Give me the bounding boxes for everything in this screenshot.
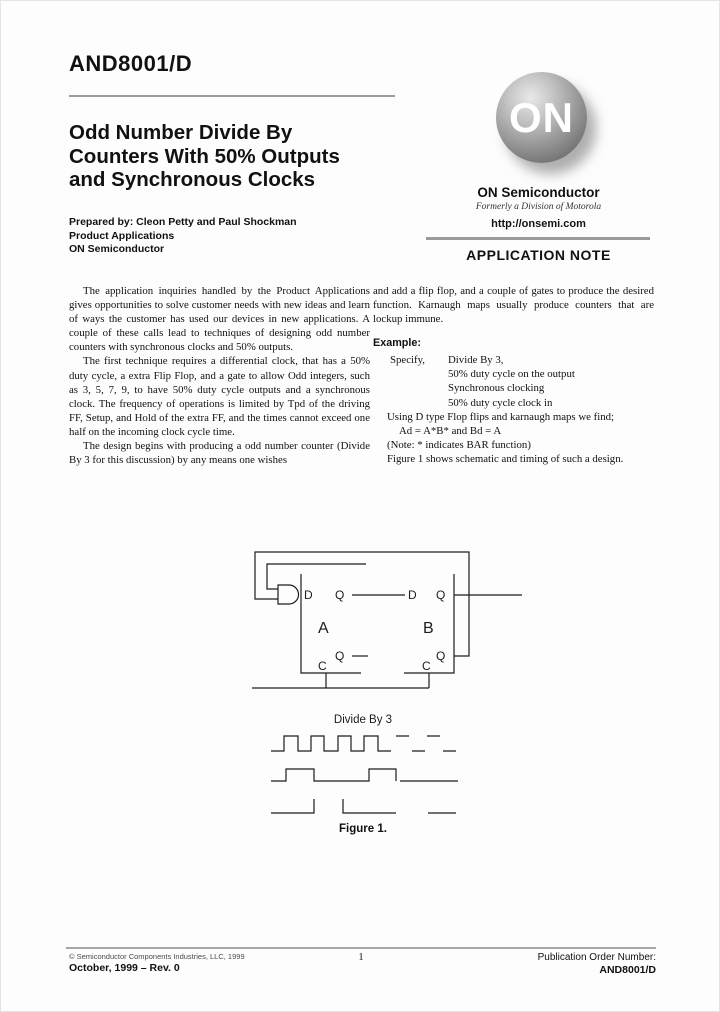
left-column <box>69 284 370 467</box>
document-id: AND8001/D <box>69 51 193 76</box>
figure-1-drawing <box>236 536 536 841</box>
publication-order-label: Publication Order Number: <box>537 952 656 963</box>
d-input-label-a: D <box>304 588 313 602</box>
brand-tagline: Formerly a Division of Motorola <box>475 202 602 212</box>
equation-line: Ad = A*B* and Bd = A <box>399 424 502 437</box>
paragraph: The design begins with producing a odd number counter (Divide By 3 for this discussion) by any means one wishes <box>69 440 370 467</box>
title-line-1: Odd Number Divide By <box>69 121 293 144</box>
date-revision-line: October, 1999 – Rev. 0 <box>69 962 180 974</box>
prepared-by-line: Prepared by: Cleon Petty and Paul Shockman <box>69 216 297 228</box>
specify-item: 50% duty cycle clock in <box>448 396 553 409</box>
qbar-output-label-a: Q <box>335 649 345 663</box>
output-a-waveform <box>271 769 396 781</box>
paragraph: and add a flip flop, and a couple of gates to produce the desired function. Karnaugh maps usually produce counters that are lockup immune. <box>373 285 654 326</box>
paragraph: The application inquiries handled by the Product Applications gives opportunities to solve customer needs with new ideas and learn of ways the customer has used our devices in new applications. A couple of these calls lead to techniques of designing odd number counters with synchronous clocks and 50% outputs. <box>69 285 370 354</box>
clock-label-b: C <box>422 659 431 673</box>
on-semiconductor-logo-icon <box>496 72 587 163</box>
application-note-divider <box>426 237 650 240</box>
application-note-heading: APPLICATION NOTE <box>466 247 611 263</box>
example-heading: Example: <box>373 337 422 350</box>
page-number: 1 <box>358 952 364 963</box>
specify-item: Synchronous clocking <box>448 382 545 395</box>
and-gate-icon <box>278 585 299 604</box>
title-line-3: and Synchronous Clocks <box>69 168 316 191</box>
author-block <box>69 216 297 257</box>
brand-url: http://onsemi.com <box>491 218 586 230</box>
clock-waveform-dashes <box>396 736 456 751</box>
specify-item: 50% duty cycle on the output <box>448 368 575 381</box>
specify-item: Divide By 3, <box>448 354 504 367</box>
d-input-label-b: D <box>408 588 417 602</box>
title-line-2: Counters With 50% Outputs <box>69 144 340 168</box>
specify-items <box>448 353 575 409</box>
example-specification <box>373 353 654 409</box>
qbar-output-label-b: Q <box>436 649 446 663</box>
brand-name: ON Semiconductor <box>477 185 600 200</box>
flipflop-a-label: A <box>318 620 329 637</box>
specify-label: Specify, <box>390 354 425 367</box>
footer-divider <box>66 947 656 949</box>
company-line: ON Semiconductor <box>69 243 165 255</box>
q-output-label-a: Q <box>335 588 345 602</box>
right-column <box>373 284 654 466</box>
timing-diagram-title: Divide By 3 <box>333 714 393 726</box>
department-line: Product Applications <box>69 229 175 242</box>
design-method-line: Using D type Flop flips and karnaugh maps we find; <box>387 410 615 423</box>
copyright-line: © Semiconductor Components Industries, LLC, 1999 <box>69 952 245 961</box>
publication-order-number: AND8001/D <box>599 964 656 976</box>
q-output-label-b: Q <box>436 588 446 602</box>
figure-caption: Figure 1. <box>339 823 387 835</box>
figure-reference-line: Figure 1 shows schematic and timing of such a design. <box>387 452 624 465</box>
clock-waveform <box>271 736 391 751</box>
document-title <box>69 121 340 192</box>
bar-function-note: (Note: * indicates BAR function) <box>387 438 531 451</box>
header-divider <box>69 95 395 97</box>
flipflop-b-label: B <box>423 620 434 637</box>
output-b-waveform <box>271 799 456 813</box>
clock-label-a: C <box>318 659 327 673</box>
paragraph: The first technique requires a differential clock, that has a 50% duty cycle, a extra Flip Flop, and a gate to allow Odd integers, such as 3, 5, 7, 9, to have 50% duty cycle outputs and a synchronous clock. The frequency of operations is limited by Tpd of the driving FF, Setup, and Hold of the extra FF, and the times cannot exceed one half on the incoming clock cycle time. <box>69 355 370 438</box>
logo-text: ON <box>509 93 574 141</box>
